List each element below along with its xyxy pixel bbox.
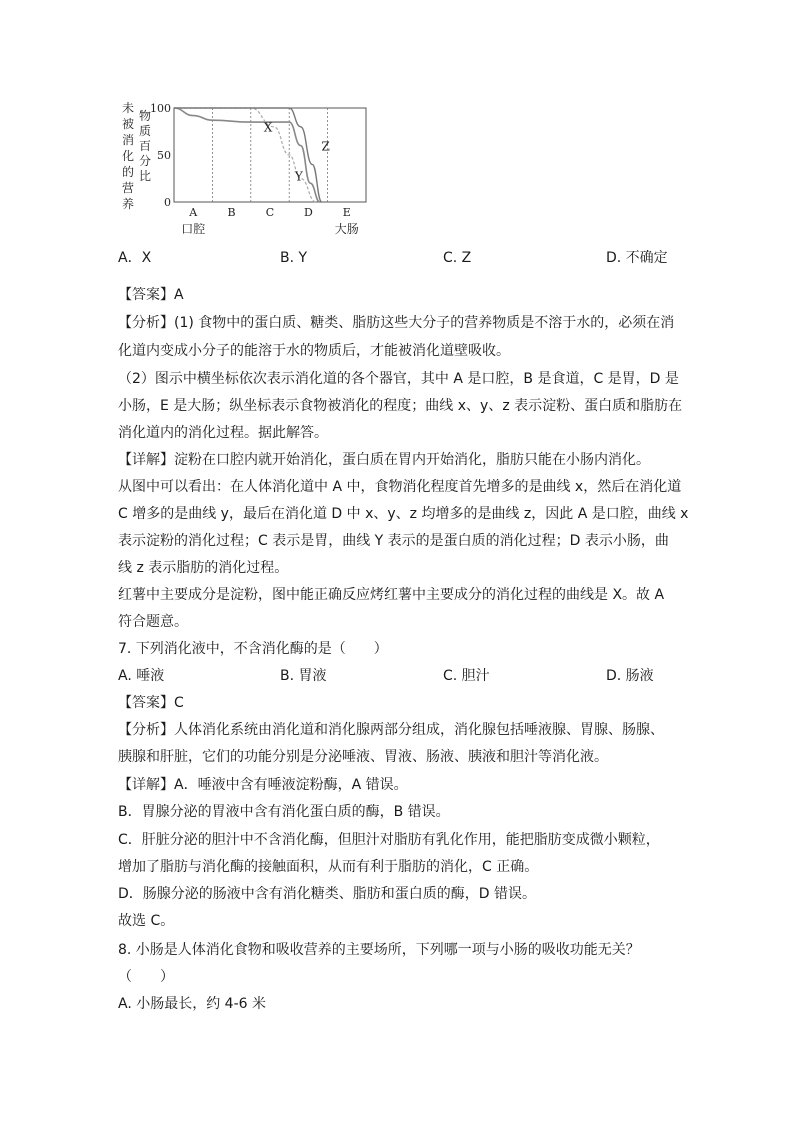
q7-question: 7. 下列消化液中，不含消化酶的是（ ） <box>118 641 388 657</box>
y-ticks <box>150 102 171 209</box>
series-label-y: Y <box>294 169 303 184</box>
ylabel-inner-char: 比 <box>138 169 152 183</box>
q6-detail-2: 从图中可以看出：在人体消化道中 A 中，食物消化程度首先增多的是曲线 x，然后在消化道 <box>118 479 682 495</box>
x-tick-label: A <box>189 206 198 219</box>
q6-detail-7: 符合题意。 <box>118 614 188 630</box>
q7-conclusion: 故选 C。 <box>118 913 175 929</box>
q6-detail-5: 线 z 表示脂肪的消化过程。 <box>118 560 289 576</box>
q6-detail-3: C 增多的是曲线 y，最后在消化道 D 中 x、y、z 均增多的是曲线 z，因此 A 是口腔，曲线 x <box>118 506 689 522</box>
q7-option-b: B. 胃液 <box>280 668 327 684</box>
ylabel-left-char: 养 <box>121 197 135 211</box>
q6-analysis-4: 小肠，E 是大肠；纵坐标表示食物被消化的程度；曲线 x、y、z 表示淀粉、蛋白质和脂肪在 <box>118 398 683 414</box>
q7-analysis-1: 【分析】人体消化系统由消化道和消化腺两部分组成，消化腺包括唾液腺、胃腺、肠腺、 <box>118 722 664 738</box>
q8-option-a: A. 小肠最长，约 4-6 米 <box>118 996 266 1012</box>
q7-analysis-2: 胰腺和肝脏，它们的功能分别是分泌唾液、胃液、肠液、胰液和胆汁等消化液。 <box>118 749 608 765</box>
q6-answer: 【答案】A <box>118 287 184 303</box>
q7-detail-4: 增加了脂肪与消化酶的接触面积，从而有利于脂肪的消化，C 正确。 <box>118 859 539 875</box>
ylabel-left-char: 营 <box>121 181 135 195</box>
ylabel-left-char: 化 <box>121 149 135 163</box>
series-labels <box>264 121 330 184</box>
digestion-chart-svg <box>118 100 378 240</box>
q7-detail-5: D．肠腺分泌的肠液中含有消化糖类、脂肪和蛋白质的酶，D 错误。 <box>118 886 537 902</box>
ylabel-left-char: 被 <box>121 117 135 131</box>
ylabel-left <box>122 100 134 211</box>
x-tick-label: C <box>265 206 275 219</box>
x-ticks <box>181 206 359 236</box>
ylabel-left-char: 未 <box>121 101 135 115</box>
ylabel-inner <box>139 108 151 183</box>
ylabel-inner-char: 质 <box>138 124 152 138</box>
y-tick-label: 50 <box>157 149 171 162</box>
series-label-z: Z <box>321 139 330 154</box>
q7-detail-1: 【详解】A．唾液中含有唾液淀粉酶，A 错误。 <box>118 777 408 793</box>
ylabel-inner-char: 分 <box>138 154 152 168</box>
y-tick-label: 0 <box>164 196 171 209</box>
q6-option-b: B. Y <box>280 250 308 266</box>
x-tick-label: D <box>303 206 313 219</box>
q8-question-1: 8. 小肠是人体消化食物和吸收营养的主要场所，下列哪一项与小肠的吸收功能无关？ <box>118 942 640 958</box>
q6-analysis-5: 消化道内的消化过程。据此解答。 <box>118 425 328 441</box>
q8-question-2: （ ） <box>118 969 174 985</box>
ylabel-left-char: 的 <box>121 165 135 179</box>
x-category-note: 口腔 <box>181 222 206 236</box>
q6-option-d: D. 不确定 <box>606 250 668 266</box>
q7-options <box>118 666 678 686</box>
ylabel-inner-char: 百 <box>138 139 152 153</box>
q6-options <box>118 248 678 268</box>
q6-detail-1: 【详解】淀粉在口腔内就开始消化，蛋白质在胃内开始消化，脂肪只能在小肠内消化。 <box>118 452 650 468</box>
q6-analysis-3: （2）图示中横坐标依次表示消化道的各个器官，其中 A 是口腔，B 是食道，C 是胃，D 是 <box>118 371 679 387</box>
q7-answer: 【答案】C <box>118 695 184 711</box>
q6-detail-4: 表示淀粉的消化过程；C 表示是胃，曲线 Y 表示的是蛋白质的消化过程；D 表示小肠，曲 <box>118 533 669 549</box>
q7-option-d: D. 肠液 <box>606 668 654 684</box>
q6-analysis-1: 【分析】(1) 食物中的蛋白质、糖类、脂肪这些大分子的营养物质是不溶于水的，必须在消 <box>118 315 675 331</box>
digestion-chart <box>118 100 378 240</box>
q6-option-c: C. Z <box>443 250 472 266</box>
q6-analysis-2: 化道内变成小分子的能溶于水的物质后，才能被消化道壁吸收。 <box>118 343 510 359</box>
x-category-note: 大肠 <box>334 222 359 236</box>
x-tick-label: B <box>227 206 236 219</box>
q6-option-a: A．X <box>118 250 152 266</box>
series-group <box>174 108 322 202</box>
ylabel-left-char: 消 <box>121 133 135 147</box>
series-label-x: X <box>263 120 273 135</box>
q7-option-c: C. 胆汁 <box>443 668 490 684</box>
q7-detail-2: B．胃腺分泌的胃液中含有消化蛋白质的酶，B 错误。 <box>118 804 450 820</box>
q7-option-a: A. 唾液 <box>118 668 165 684</box>
y-tick-label: 100 <box>150 102 171 115</box>
ylabel-inner-char: 物 <box>138 109 152 123</box>
series-line-x <box>174 108 320 202</box>
q6-detail-6: 红薯中主要成分是淀粉，图中能正确反应烤红薯中主要成分的消化过程的曲线是 X。故 A <box>118 587 665 603</box>
x-tick-label: E <box>342 206 351 219</box>
q7-detail-3: C．肝脏分泌的胆汁中不含消化酶，但胆汁对脂肪有乳化作用，能把脂肪变成微小颗粒， <box>118 832 660 848</box>
